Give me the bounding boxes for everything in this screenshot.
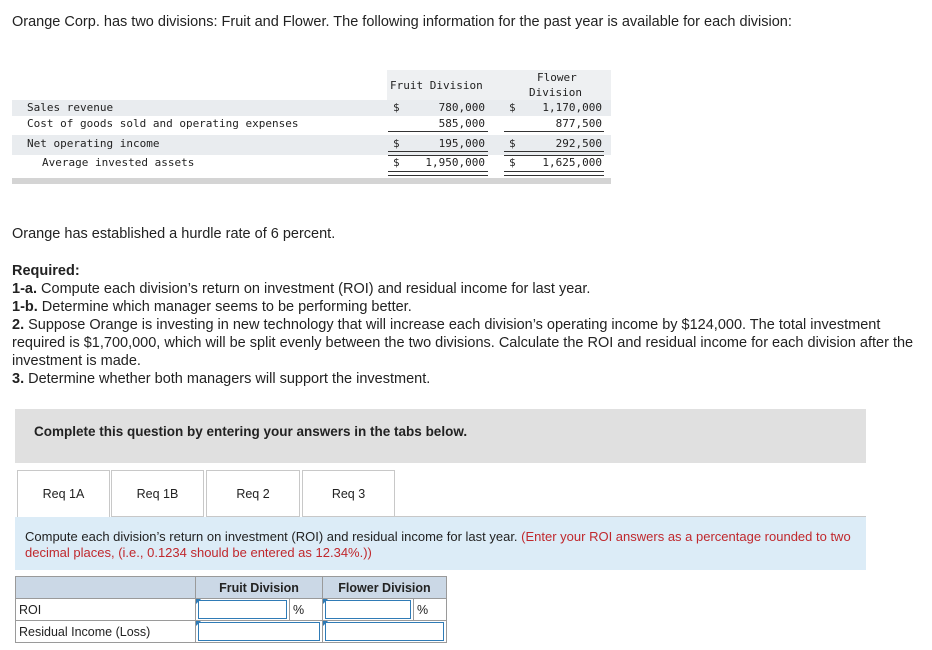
required-item: 3. Determine whether both managers will support the investment. — [12, 371, 431, 387]
required-item: 1-b. Determine which manager seems to be performing better. — [12, 299, 412, 315]
fin-row-label: Sales revenue — [27, 101, 114, 114]
fin-flower-value: 1,170,000 — [542, 101, 602, 114]
fin-fruit-value: 1,950,000 — [425, 156, 485, 169]
roi-fruit-input[interactable] — [196, 599, 290, 621]
percent-suffix: % — [414, 599, 447, 621]
fin-currency: $ — [509, 156, 516, 169]
required-heading: Required: — [12, 263, 80, 279]
fin-flower-value: 877,500 — [555, 117, 602, 130]
roi-flower-input[interactable] — [323, 599, 414, 621]
tab-req-2[interactable]: Req 2 — [206, 470, 300, 517]
intro-text: Orange Corp. has two divisions: Fruit and Flower. The following information for the past year is available for each division: — [12, 14, 792, 30]
fin-currency: $ — [509, 101, 516, 114]
instruction-main: Compute each division’s return on investment (ROI) and residual income for last year. — [25, 529, 518, 544]
instruction-note: (Enter your ROI answers as a percentage rounded to two decimal places, (i.e., 0.1234 should be entered as 12.34%.)) — [25, 529, 851, 560]
fin-fruit-value: 780,000 — [438, 101, 485, 114]
residual-income-fruit-input[interactable] — [196, 621, 323, 643]
answer-row-label: ROI — [16, 599, 196, 621]
fin-fruit-value: 195,000 — [438, 137, 485, 150]
fin-double-underline — [504, 171, 604, 176]
fin-currency: $ — [393, 156, 400, 169]
fin-flower-value: 1,625,000 — [542, 156, 602, 169]
percent-suffix: % — [290, 599, 323, 621]
tab-req-1a[interactable]: Req 1A — [17, 470, 110, 517]
fin-bottom-bar — [12, 178, 611, 184]
answer-col-flower: Flower Division — [323, 577, 447, 599]
panel-text: Complete this question by entering your answers in the tabs below. — [34, 424, 468, 439]
fin-fruit-value: 585,000 — [438, 117, 485, 130]
fin-underline — [388, 131, 488, 132]
tab-req-1b[interactable]: Req 1B — [111, 470, 204, 517]
required-section — [12, 262, 920, 388]
fin-flower-value: 292,500 — [555, 137, 602, 150]
financial-table — [12, 70, 611, 184]
fin-currency: $ — [393, 137, 400, 150]
fin-underline — [504, 131, 604, 132]
fin-col-fruit: Fruit Division — [390, 79, 483, 92]
required-item: 1-a. Compute each division’s return on investment (ROI) and residual income for last year. — [12, 281, 591, 297]
fin-row-label: Cost of goods sold and operating expenses — [27, 117, 299, 130]
fin-col-flower-1: Flower — [537, 71, 577, 84]
answer-header-blank — [16, 577, 196, 599]
required-item: 2. Suppose Orange is investing in new technology that will increase each division’s operating income by $124,000. The total investment required is $1,700,000, which will be split evenly between the two divisions. Calculate the ROI and residual income for each division after the investment is made. — [12, 317, 914, 369]
fin-currency: $ — [393, 101, 400, 114]
fin-currency: $ — [509, 137, 516, 150]
fin-row-label: Net operating income — [27, 137, 160, 150]
answer-row-label: Residual Income (Loss) — [16, 621, 196, 643]
fin-col-flower-2: Division — [529, 86, 582, 99]
hurdle-text: Orange has established a hurdle rate of 6 percent. — [12, 226, 336, 242]
residual-income-flower-input[interactable] — [323, 621, 447, 643]
fin-double-underline — [388, 171, 488, 176]
tab-req-3[interactable]: Req 3 — [302, 470, 395, 517]
fin-row-label: Average invested assets — [42, 156, 195, 169]
answer-table — [15, 576, 447, 643]
instruction-box — [15, 517, 866, 570]
answer-col-fruit: Fruit Division — [196, 577, 323, 599]
